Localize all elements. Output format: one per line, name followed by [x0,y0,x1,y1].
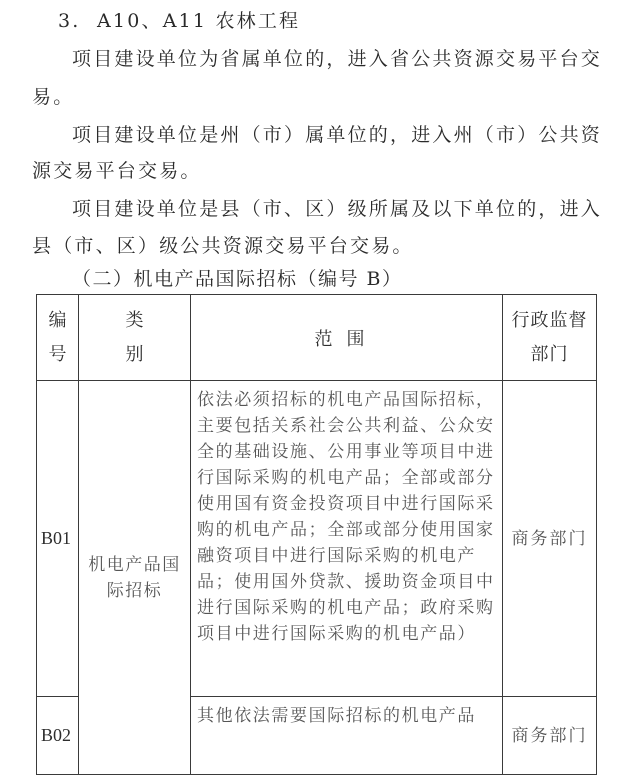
bidding-table [36,294,597,775]
header-supervision-dept: 行政监督部门 [503,295,597,381]
table-header-row [37,295,597,381]
section-heading: 3. A10、A11 农林工程 [58,10,301,32]
row-code: B01 [37,381,79,697]
header-number-bottom: 号 [48,343,67,365]
header-scope: 范围 [191,295,503,381]
paragraph-3-line-2: 县（市、区）级公共资源交易平台交易。 [32,235,414,257]
paragraph-3-line-1: 项目建设单位是县（市、区）级所属及以下单位的，进入 [72,198,603,220]
paragraph-2-line-1: 项目建设单位是州（市）属单位的，进入州（市）公共资 [72,124,603,146]
row-scope: 依法必须招标的机电产品国际招标，主要包括关系社会公共利益、公众安全的基础设施、公用事业等项目中进行国际采购的机电产品；全部或部分使用国有资金投资项目中进行国际采购的机电产品；全部或部分使用国家融资项目中进行国际采购的机电产品；使用国外贷款、援助资金项目中进行国际采购的机电产品；政府采购项目中进行国际采购的机电产品） [191,381,503,697]
table-title: （二）机电产品国际招标（编号 B） [72,268,403,290]
header-number-top: 编 [48,309,67,331]
paragraph-1-line-2: 易。 [32,86,75,108]
header-category-bottom: 别 [125,343,144,365]
paragraph-1-line-1: 项目建设单位为省属单位的，进入省公共资源交易平台交 [72,48,603,70]
paragraph-2-line-2: 源交易平台交易。 [32,160,202,182]
row-category: 机电产品国际招标 [79,381,191,775]
header-number [37,295,79,381]
header-category-top: 类 [125,309,144,331]
row-dept: 商务部门 [503,697,597,775]
header-category [79,295,191,381]
table-row [37,381,597,697]
row-code: B02 [37,697,79,775]
row-dept: 商务部门 [503,381,597,697]
row-scope: 其他依法需要国际招标的机电产品 [191,697,503,775]
